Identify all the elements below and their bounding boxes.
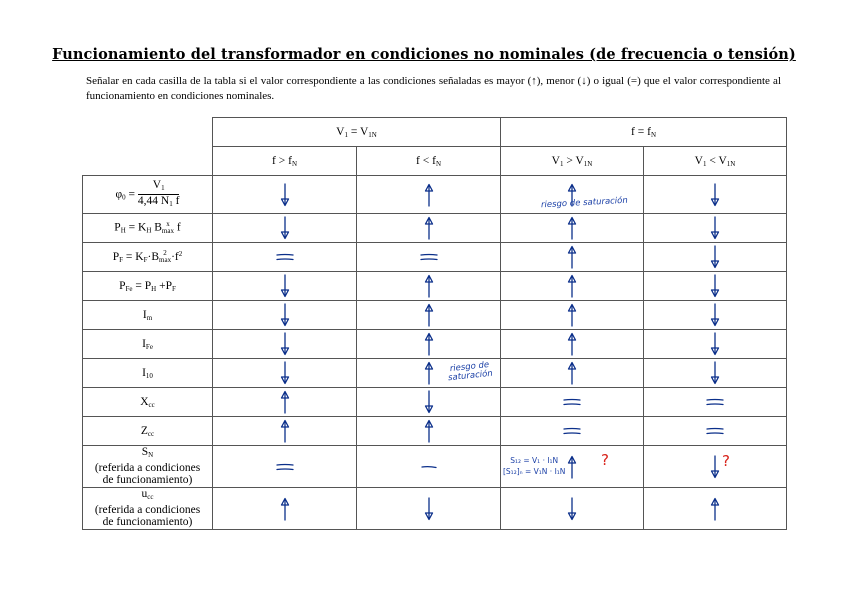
table-cell xyxy=(213,388,357,417)
row-label-impedance: $Z_{cc}$ xyxy=(83,417,213,446)
question-mark: ? xyxy=(722,452,730,470)
flux-fraction: $\frac{V_1}{4,44 N_1 f}$ xyxy=(137,178,180,208)
row-label-foucault-losses: $P_F = K_F\cdot B$ 2 max $\cdot f^2$ xyxy=(83,243,213,272)
arrow-up-icon xyxy=(422,418,436,444)
table-row xyxy=(83,301,787,330)
table-cell xyxy=(501,488,644,530)
table-row xyxy=(83,272,787,301)
table-row xyxy=(83,488,787,530)
header-row-groups xyxy=(83,118,787,147)
table-cell xyxy=(213,488,357,530)
table-cell xyxy=(357,446,501,488)
row-label-short-circuit-voltage: $u_{cc}$ (referida a condiciones de funcionamiento) xyxy=(83,488,213,530)
row-label-rated-power: $S_N$ (referida a condiciones de funcionamiento) xyxy=(83,446,213,488)
table-cell xyxy=(644,272,787,301)
table-row xyxy=(83,243,787,272)
row-label-no-load-current: $I_{10}$ xyxy=(83,359,213,388)
table-cell xyxy=(644,330,787,359)
corner-cell xyxy=(83,118,213,176)
row-label-iron-current: $I_{Fe}$ xyxy=(83,330,213,359)
table-cell xyxy=(644,243,787,272)
table-row xyxy=(83,446,787,488)
table-cell xyxy=(644,176,787,214)
arrow-down-icon xyxy=(708,331,722,357)
arrow-down-icon xyxy=(278,182,292,208)
table-cell xyxy=(644,214,787,243)
question-mark: ? xyxy=(601,451,609,469)
table-cell xyxy=(357,488,501,530)
instructions-paragraph: Señalar en cada casilla de la tabla si el valor correspondiente a las condiciones señaladas es mayor (↑), menor (↓) o igual (=) que el valor correspondiente al funcionamiento en condiciones nominales. xyxy=(86,75,781,102)
arrow-down-icon xyxy=(278,360,292,386)
document-title: Funcionamiento del transformador en condiciones no nominales (de frecuencia o tensión) xyxy=(52,46,796,63)
equal-sign-icon xyxy=(275,461,295,473)
arrow-down-icon xyxy=(422,496,436,522)
arrow-up-icon xyxy=(278,418,292,444)
header-group-voltage-nominal: $V_1 = V_{1N}$ xyxy=(213,118,501,147)
table-cell xyxy=(213,243,357,272)
arrow-up-icon xyxy=(422,215,436,241)
table-cell xyxy=(644,301,787,330)
header-col-f-less: $f < f_N$ xyxy=(357,147,501,176)
arrow-up-icon xyxy=(565,360,579,386)
table-cell xyxy=(644,488,787,530)
arrow-up-icon xyxy=(565,454,579,480)
table-cell xyxy=(357,417,501,446)
equal-sign-icon xyxy=(419,251,439,263)
saturation-note: riesgo de saturación xyxy=(540,195,629,211)
table-cell xyxy=(357,301,501,330)
row-label-reactance: $X_{cc}$ xyxy=(83,388,213,417)
table-cell xyxy=(213,272,357,301)
arrow-up-icon xyxy=(422,273,436,299)
row-label-phi0: $\varphi_0$ = $\frac{V_1}{4,44 N_1 f}$ xyxy=(83,176,213,214)
table-cell xyxy=(357,330,501,359)
arrow-down-icon xyxy=(278,331,292,357)
arrow-down-icon xyxy=(708,454,722,480)
header-group-frequency-nominal: $f = f_N$ xyxy=(501,118,787,147)
table-cell xyxy=(213,446,357,488)
arrow-down-icon xyxy=(708,273,722,299)
table-cell xyxy=(501,388,644,417)
arrow-down-icon xyxy=(708,244,722,270)
table-cell xyxy=(501,330,644,359)
arrow-up-icon xyxy=(422,182,436,208)
row-label-hysteresis-losses: $P_H = K_H$ B x max f xyxy=(83,214,213,243)
saturation-note: riesgo de saturación xyxy=(447,359,494,384)
table-cell xyxy=(213,176,357,214)
equal-sign-icon xyxy=(275,251,295,263)
arrow-up-icon xyxy=(565,331,579,357)
table-row xyxy=(83,176,787,214)
table-cell xyxy=(501,176,644,214)
arrow-down-icon xyxy=(708,215,722,241)
arrow-down-icon xyxy=(278,273,292,299)
power-formula-note: S₁₂ = V₁ · I₁N [S₁₂]ₙ = V₁N · I₁N xyxy=(503,456,566,476)
table-cell xyxy=(213,359,357,388)
table-cell xyxy=(501,359,644,388)
arrow-up-icon xyxy=(565,215,579,241)
table-row xyxy=(83,330,787,359)
table-cell xyxy=(644,359,787,388)
equal-sign-icon xyxy=(562,425,582,437)
arrow-down-icon xyxy=(708,182,722,208)
table-cell xyxy=(644,446,787,488)
arrow-up-icon xyxy=(422,360,436,386)
table-cell xyxy=(213,214,357,243)
arrow-up-icon xyxy=(708,496,722,522)
header-col-v-less: $V_1 < V_{1N}$ xyxy=(644,147,787,176)
arrow-up-icon xyxy=(278,496,292,522)
table-cell xyxy=(644,417,787,446)
arrow-down-icon xyxy=(278,215,292,241)
table-row xyxy=(83,359,787,388)
arrow-up-icon xyxy=(565,302,579,328)
arrow-up-icon xyxy=(422,302,436,328)
header-col-v-greater: $V_1 > V_{1N}$ xyxy=(501,147,644,176)
table-cell xyxy=(501,272,644,301)
arrow-down-icon xyxy=(565,496,579,522)
equal-sign-icon xyxy=(705,396,725,408)
table-cell xyxy=(501,243,644,272)
table-cell xyxy=(357,176,501,214)
row-label-magnetizing-current: $I_m$ xyxy=(83,301,213,330)
arrow-down-icon xyxy=(278,302,292,328)
table-cell xyxy=(501,446,644,488)
arrow-up-icon xyxy=(565,273,579,299)
table-cell xyxy=(213,301,357,330)
row-label-iron-losses: $P_{Fe} = P_H +P_F$ xyxy=(83,272,213,301)
arrow-up-icon xyxy=(422,331,436,357)
table-cell xyxy=(357,214,501,243)
arrow-down-icon xyxy=(422,389,436,415)
table-cell xyxy=(357,272,501,301)
arrow-down-icon xyxy=(708,302,722,328)
results-table xyxy=(82,117,787,530)
table-row xyxy=(83,417,787,446)
table-row xyxy=(83,214,787,243)
table-cell xyxy=(357,243,501,272)
arrow-up-icon xyxy=(278,389,292,415)
table-cell xyxy=(213,330,357,359)
table-cell xyxy=(357,388,501,417)
header-col-f-greater: $f > f_N$ xyxy=(213,147,357,176)
table-cell xyxy=(213,417,357,446)
arrow-up-icon xyxy=(565,244,579,270)
table-cell xyxy=(501,214,644,243)
table-cell xyxy=(644,388,787,417)
table-row xyxy=(83,388,787,417)
equal-sign-icon xyxy=(562,396,582,408)
table-cell xyxy=(501,417,644,446)
table-cell xyxy=(501,301,644,330)
table-cell xyxy=(357,359,501,388)
equal-sign-icon xyxy=(705,425,725,437)
arrow-down-icon xyxy=(708,360,722,386)
dash-icon xyxy=(419,461,439,473)
